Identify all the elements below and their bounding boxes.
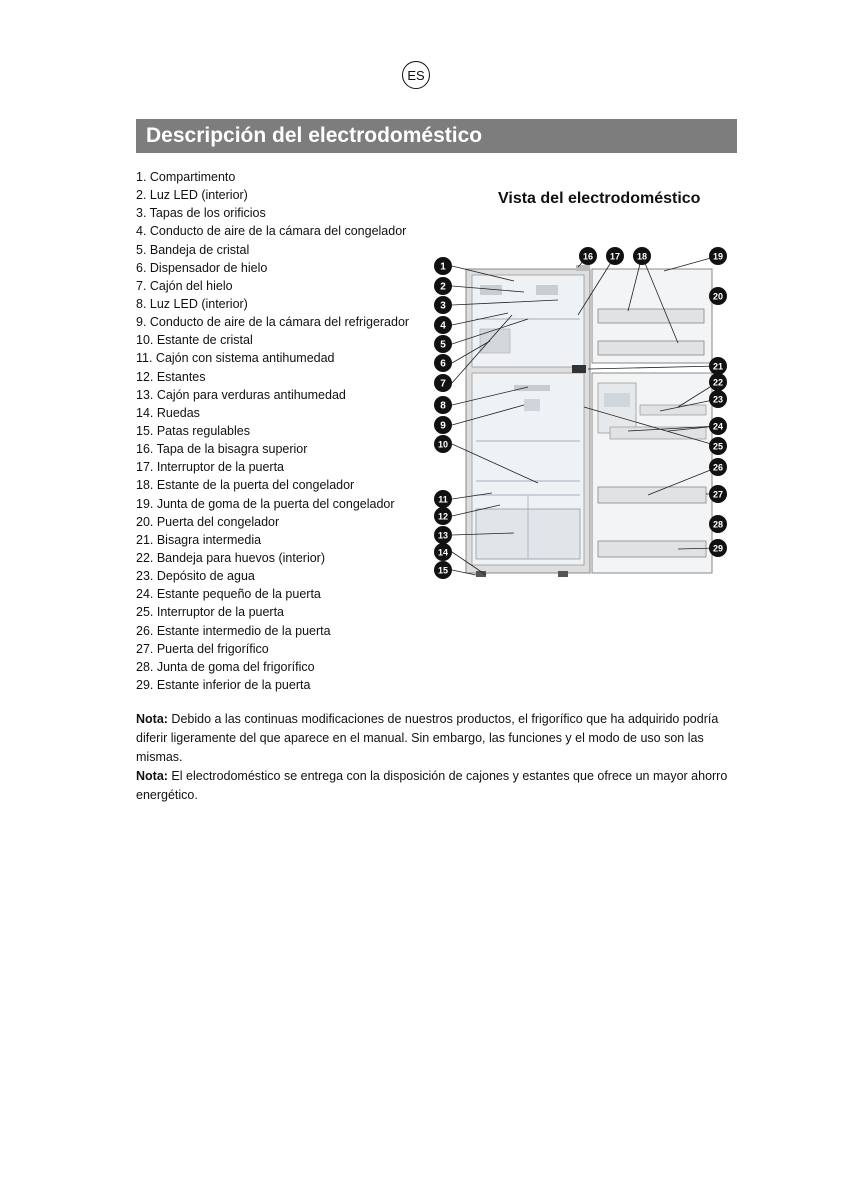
callout-badge: [633, 247, 651, 265]
callout-badge: [434, 316, 452, 334]
list-item: 6. Dispensador de hielo: [136, 260, 268, 275]
callout-badge: [709, 287, 727, 305]
parts-list: [136, 168, 409, 694]
callout-badge: [434, 435, 452, 453]
callout-number: 17: [609, 251, 621, 262]
callout-badge: [709, 357, 727, 375]
list-item: 22. Bandeja para huevos (interior): [136, 550, 326, 565]
callout-number: 16: [582, 251, 594, 262]
callout-number: 1: [440, 261, 446, 273]
notes: [136, 710, 741, 805]
callout-number: 29: [712, 543, 724, 554]
callout-number: 14: [437, 547, 449, 558]
list-item: 14. Ruedas: [136, 405, 200, 420]
list-item: 24. Estante pequeño de la puerta: [136, 587, 321, 602]
list-item: 21. Bisagra intermedia: [136, 532, 262, 547]
callout-number: 13: [437, 530, 449, 541]
callout-number: 23: [712, 394, 724, 405]
callout-badge: [606, 247, 624, 265]
note-label: Nota:: [136, 769, 168, 783]
callout-badge: [709, 515, 727, 533]
callout-badge: [434, 416, 452, 434]
appliance-view-title: Vista del electrodoméstico: [498, 190, 701, 207]
callout-badge: [709, 458, 727, 476]
list-item: 4. Conducto de aire de la cámara del congelador: [136, 224, 407, 239]
refrigerator-door: [572, 365, 712, 573]
list-item: 18. Estante de la puerta del congelador: [136, 478, 355, 493]
callout-badge: [434, 257, 452, 275]
callout-badge: [434, 490, 452, 508]
callout-badge: [434, 396, 452, 414]
list-item: 19. Junta de goma de la puerta del congelador: [136, 496, 395, 511]
callout-number: 27: [712, 489, 724, 500]
list-item: 27. Puerta del frigorífico: [136, 641, 269, 656]
callout-badge: [434, 507, 452, 525]
list-item: 3. Tapas de los orificios: [136, 206, 266, 221]
callout-number: 28: [712, 519, 724, 530]
callout-number: 5: [440, 339, 446, 351]
callout-number: 6: [440, 358, 446, 370]
list-item: 25. Interruptor de la puerta: [136, 605, 285, 620]
callout-badge: [709, 417, 727, 435]
language-badge: [402, 61, 430, 89]
callout-badge: [434, 277, 452, 295]
callout-number: 20: [712, 291, 724, 302]
note-paragraph: [136, 767, 741, 805]
freezer-door: [592, 269, 712, 363]
callout-number: 15: [437, 565, 449, 576]
callout-badge: [434, 335, 452, 353]
callout-number: 4: [440, 320, 446, 332]
list-item: 15. Patas regulables: [136, 423, 250, 438]
callout-number: 7: [440, 378, 446, 390]
callout-number: 2: [440, 281, 446, 293]
callout-number: 3: [440, 300, 446, 312]
section-title: Descripción del electrodoméstico: [136, 119, 737, 153]
list-item: 12. Estantes: [136, 369, 206, 384]
callout-number: 24: [712, 421, 724, 432]
language-code: ES: [407, 67, 425, 83]
note-text: Debido a las continuas modificaciones de nuestros productos, el frigorífico que ha adquirido podría diferir ligeramente del que aparece en el manual. Sin embargo, las funciones y el modo de uso son las mismas.: [136, 712, 719, 764]
callout-badge: [579, 247, 597, 265]
note-paragraph: [136, 710, 741, 767]
callout-number: 10: [437, 439, 449, 450]
list-item: 20. Puerta del congelador: [136, 514, 280, 529]
callout-badge: [434, 296, 452, 314]
refrigerator-cabinet: [466, 265, 590, 577]
list-item: 26. Estante intermedio de la puerta: [136, 623, 331, 638]
callout-number: 11: [438, 494, 448, 505]
list-item: 16. Tapa de la bisagra superior: [136, 442, 308, 457]
callout-number: 12: [437, 511, 449, 522]
list-item: 28. Junta de goma del frigorífico: [136, 659, 315, 674]
callout-badge: [434, 374, 452, 392]
list-item: 17. Interruptor de la puerta: [136, 460, 285, 475]
refrigerator-diagram: [428, 245, 738, 585]
callout-number: 19: [712, 251, 724, 262]
note-text: El electrodoméstico se entrega con la disposición de cajones y estantes que ofrece un mayor ahorro energético.: [136, 769, 728, 802]
note-label: Nota:: [136, 712, 168, 726]
list-item: 23. Depósito de agua: [136, 569, 255, 584]
list-item: 1. Compartimento: [136, 170, 236, 184]
list-item: 8. Luz LED (interior): [136, 296, 248, 311]
callout-badge: [709, 390, 727, 408]
list-item: 2. Luz LED (interior): [136, 188, 248, 203]
callout-number: 21: [712, 361, 724, 372]
callout-badge: [434, 543, 452, 561]
callout-number: 26: [712, 462, 724, 473]
callout-badge: [434, 526, 452, 544]
callout-badge: [709, 247, 727, 265]
list-item: 5. Bandeja de cristal: [136, 242, 250, 257]
callout-badge: [709, 485, 727, 503]
callout-badge: [434, 561, 452, 579]
callout-number: 18: [636, 251, 648, 262]
list-item: 7. Cajón del hielo: [136, 278, 233, 293]
callout-number: 9: [440, 420, 446, 432]
list-item: 10. Estante de cristal: [136, 333, 253, 348]
list-item: 9. Conducto de aire de la cámara del refrigerador: [136, 315, 410, 330]
callout-number: 22: [712, 377, 724, 388]
callout-number: 8: [440, 400, 446, 412]
list-item: 13. Cajón para verduras antihumedad: [136, 387, 346, 402]
list-item: 29. Estante inferior de la puerta: [136, 677, 311, 692]
callout-badge: [434, 354, 452, 372]
list-item: 11. Cajón con sistema antihumedad: [136, 351, 335, 366]
callout-badge: [709, 539, 727, 557]
callout-badge: [709, 437, 727, 455]
callout-badge: [709, 373, 727, 391]
callout-number: 25: [712, 441, 724, 452]
